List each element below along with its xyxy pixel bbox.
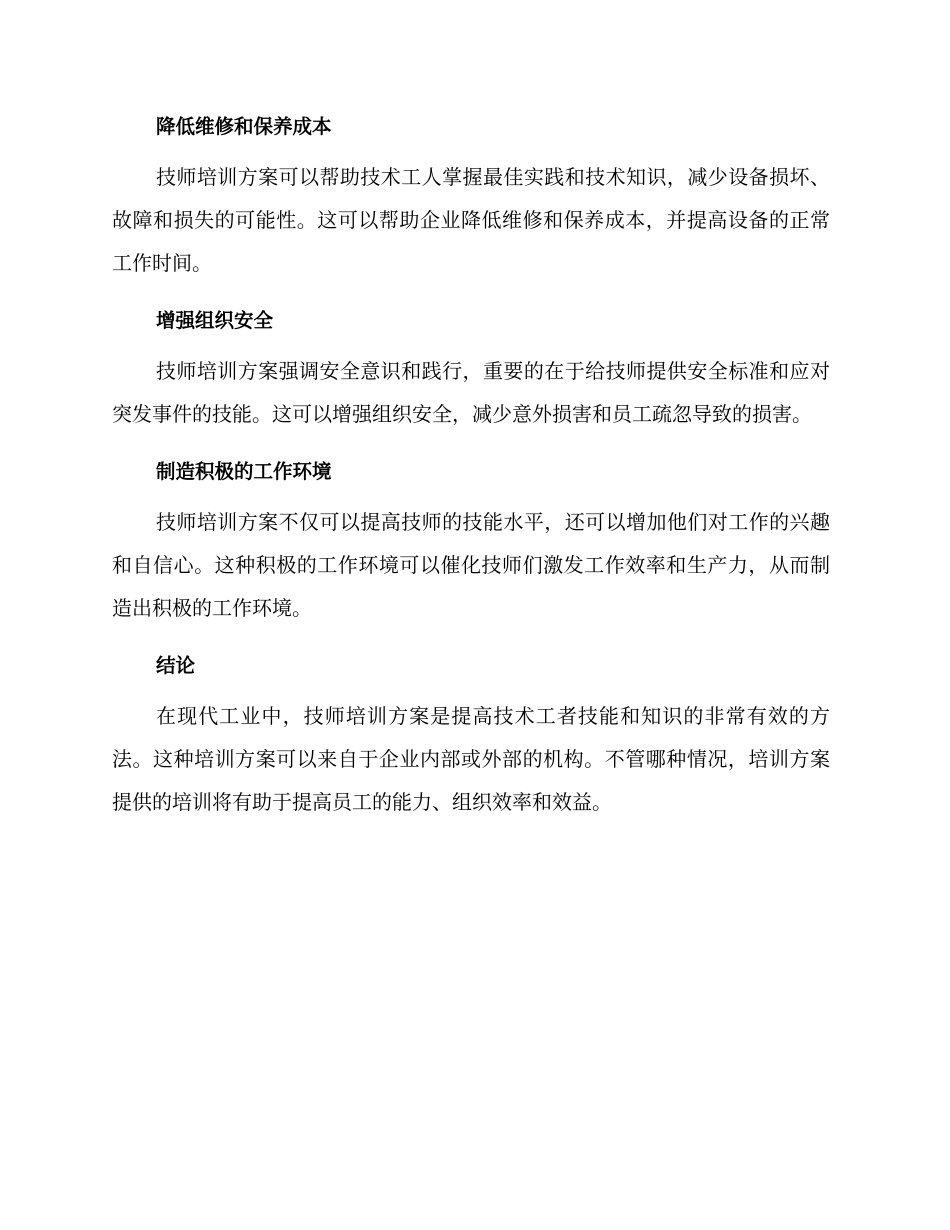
section-heading: 制造积极的工作环境 xyxy=(156,460,332,483)
section-heading: 增强组织安全 xyxy=(156,309,274,332)
section-heading: 降低维修和保养成本 xyxy=(156,115,332,138)
section-conclusion xyxy=(112,651,830,824)
section-paragraph: 技师培训方案可以帮助技术工人掌握最佳实践和技术知识，减少设备损坏、故障和损失的可能性。这可以帮助企业降低维修和保养成本，并提高设备的正常工作时间。 xyxy=(112,165,830,275)
section-paragraph: 技师培训方案强调安全意识和践行，重要的在于给技师提供安全标准和应对突发事件的技能。这可以增强组织安全，减少意外损害和员工疏忽导致的损害。 xyxy=(112,359,830,426)
section-positive-environment xyxy=(112,457,830,630)
section-paragraph: 在现代工业中，技师培训方案是提高技术工者技能和知识的非常有效的方法。这种培训方案可以来自于企业内部或外部的机构。不管哪种情况，培训方案提供的培训将有助于提高员工的能力、组织效率和效益。 xyxy=(112,704,830,814)
section-organization-safety xyxy=(112,306,830,436)
section-paragraph: 技师培训方案不仅可以提高技师的技能水平，还可以增加他们对工作的兴趣和自信心。这种积极的工作环境可以催化技师们激发工作效率和生产力，从而制造出积极的工作环境。 xyxy=(112,510,830,620)
document-content xyxy=(112,112,830,845)
section-heading: 结论 xyxy=(156,654,196,677)
section-maintenance-cost xyxy=(112,112,830,285)
